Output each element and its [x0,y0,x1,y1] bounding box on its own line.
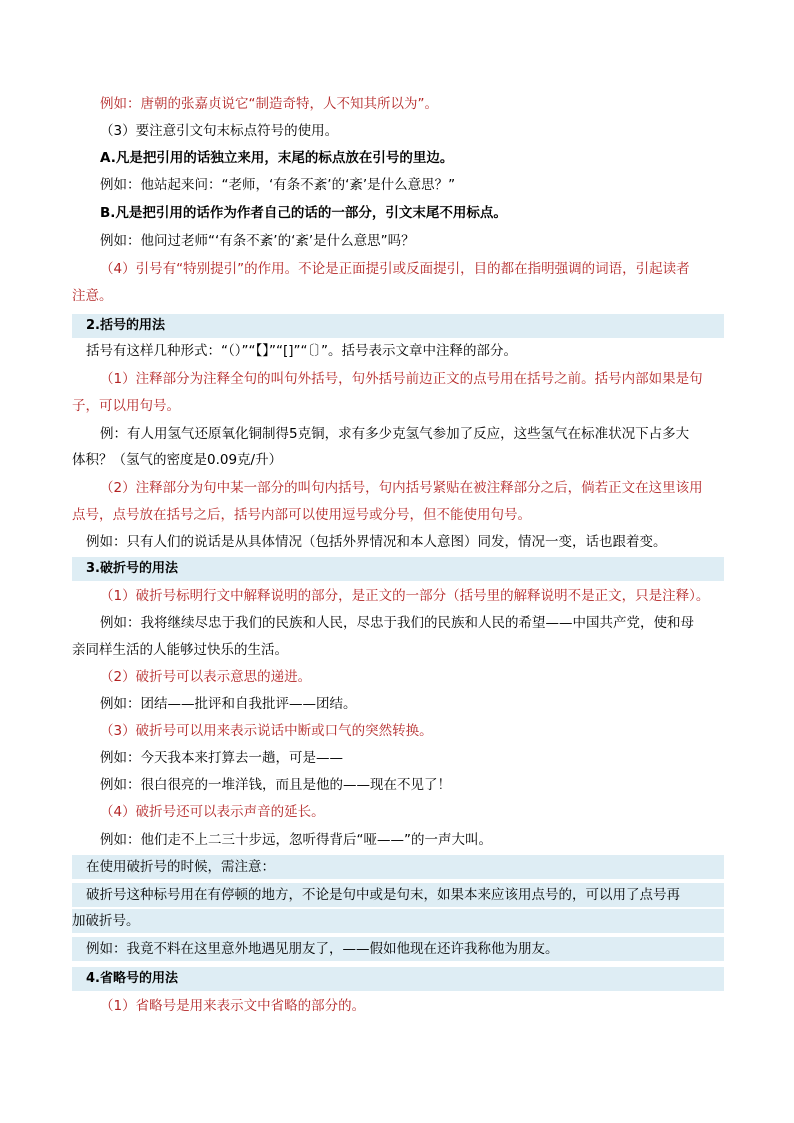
rule-line: B.凡是把引用的话作为作者自己的话的一部分，引文末尾不用标点。 [100,205,507,221]
example-line: 例如：他站起来问：“老师，‘有条不紊’的‘紊’是什么意思？” [100,177,456,193]
intro-line: 括号有这样几种形式：“（）”“【】”“[]”“〔〕”。括号表示文章中注释的部分。 [86,343,517,359]
example-line: 例如：只有人们的说话是从具体情况（包括外界情况和本人意图）同发，情况一变，话也跟着变。 [86,534,667,550]
example-line: 例如：我将继续尽忠于我们的民族和人民，尽忠于我们的民族和人民的希望——中国共产党，使和母 [100,615,694,631]
point-line-cont: 子，可以用句号。 [72,398,180,414]
rule-line: A.凡是把引用的话独立来用，末尾的标点放在引号的里边。 [100,150,454,166]
example-line: 例如：他们走不上二三十步远，忽听得背后“哑——”的一声大叫。 [100,832,492,848]
point-line: （1）破折号标明行文中解释说明的部分，是正文的一部分（括号里的解释说明不是正文，只是注释）。 [100,588,710,604]
point-line: （4）引号有“特别提引”的作用。不论是正面提引或反面提引，目的都在指明强调的词语，引起读者 [100,261,690,277]
note-line-cont: 加破折号。 [72,909,724,933]
point-line: （1）注释部分为注释全句的叫句外括号，句外括号前边正文的点号用在括号之前。括号内部如果是句 [100,371,703,387]
point-line-cont: 点号，点号放在括号之后，括号内部可以使用逗号或分号，但不能使用句号。 [72,507,531,523]
point-line-cont: 注意。 [72,288,113,304]
example-line: 例如：很白很亮的一堆洋钱，而且是他的——现在不见了！ [100,777,451,793]
section-heading: 3.破折号的用法 [72,557,724,581]
note-line: 破折号这种标号用在有停顿的地方，不论是句中或是句末，如果本来应该用点号的，可以用了点号再 [72,883,724,907]
note-heading: 在使用破折号的时候，需注意： [72,855,724,879]
note-example: 例如：我竟不料在这里意外地遇见朋友了，——假如他现在还许我称他为朋友。 [72,937,724,961]
section-heading: 4.省略号的用法 [72,967,724,991]
section-heading: 2.括号的用法 [72,314,724,338]
example-line: 例如：他问过老师“‘有条不紊’的‘紊’是什么意思”吗？ [100,233,415,249]
point-line: （4）破折号还可以表示声音的延长。 [100,804,325,820]
point-line: （1）省略号是用来表示文中省略的部分的。 [100,998,366,1014]
example-line-cont: 体积？（氢气的密度是0.09克/升） [72,452,283,468]
point-line: （3）要注意引文句末标点符号的使用。 [100,123,339,139]
example-line: 例：有人用氢气还原氧化铜制得5克铜，求有多少克氢气参加了反应，这些氢气在标准状况下占多大 [100,426,690,442]
example-line-cont: 亲同样生活的人能够过快乐的生活。 [72,642,288,658]
point-line: （3）破折号可以用来表示说话中断或口气的突然转换。 [100,723,433,739]
point-line: （2）破折号可以表示意思的递进。 [100,669,312,685]
example-line: 例如：唐朝的张嘉贞说它“制造奇特，人不知其所以为”。 [100,96,438,112]
point-line: （2）注释部分为句中某一部分的叫句内括号，句内括号紧贴在被注释部分之后，倘若正文在这里该用 [100,480,703,496]
example-line: 例如：今天我本来打算去一趟，可是—— [100,750,343,766]
example-line: 例如：团结——批评和自我批评——团结。 [100,696,357,712]
